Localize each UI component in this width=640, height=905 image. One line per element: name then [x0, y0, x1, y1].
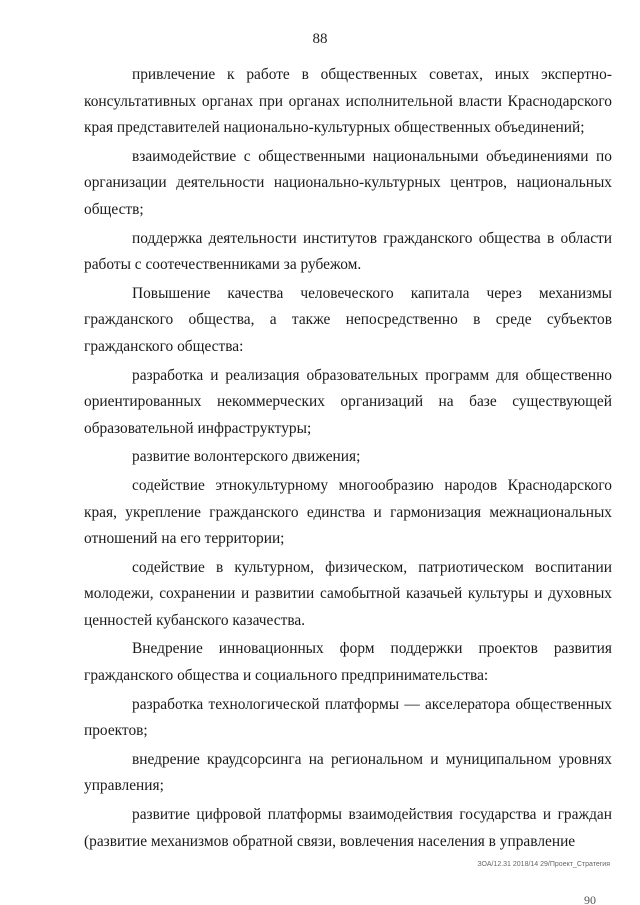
footer-document-code: ЗОА/12.31 2018/14 29/Проект_Стратегия [477, 861, 610, 868]
paragraph-1: привлечение к работе в общественных советах, иных экспертно-консультативных органах при органах исполнительной власти Краснодарского края представителей национально-культурных общественных объединений; [84, 66, 612, 137]
paragraph-3: поддержка деятельности институтов гражданского общества в области работы с соотечественниками за рубежом. [84, 229, 612, 274]
paragraph-10: разработка технологической платформы — акселератора общественных проектов; [84, 695, 612, 740]
paragraph-12: развитие цифровой платформы взаимодействия государства и граждан (развитие механизмов обратной связи, вовлечения населения в управление [84, 806, 612, 850]
paragraph-5: разработка и реализация образовательных программ для общественно ориентированных некоммерческих организаций на базе существующей образовательной инфраструктуры; [84, 366, 612, 437]
paragraph-11: внедрение краудсорсинга на региональном и муниципальном уровнях управления; [84, 750, 612, 795]
paragraph-4: Повышение качества человеческого капитала через механизмы гражданского общества, а также непосредственно в среде субъектов гражданского общества: [84, 284, 612, 355]
corner-page-mark: 90 [584, 893, 596, 905]
paragraph-6: развитие волонтерского движения; [132, 448, 361, 466]
page-number: 88 [312, 31, 328, 47]
paragraph-8: содействие в культурном, физическом, патриотическом воспитании молодежи, сохранении и развитии самобытной казачьей культуры и духовных ценностей кубанского казачества. [84, 558, 612, 629]
paragraph-7: содействие этнокультурному многообразию народов Краснодарского края, укрепление гражданского единства и гармонизация межнациональных отношений на его территории; [84, 476, 612, 548]
paragraph-2: взаимодействие с общественными национальными объединениями по организации деятельности национально-культурных центров, национальных обществ; [84, 147, 612, 218]
document-body [84, 62, 612, 855]
paragraph-9: Внедрение инновационных форм поддержки проектов развития гражданского общества и социального предпринимательства: [84, 640, 612, 685]
